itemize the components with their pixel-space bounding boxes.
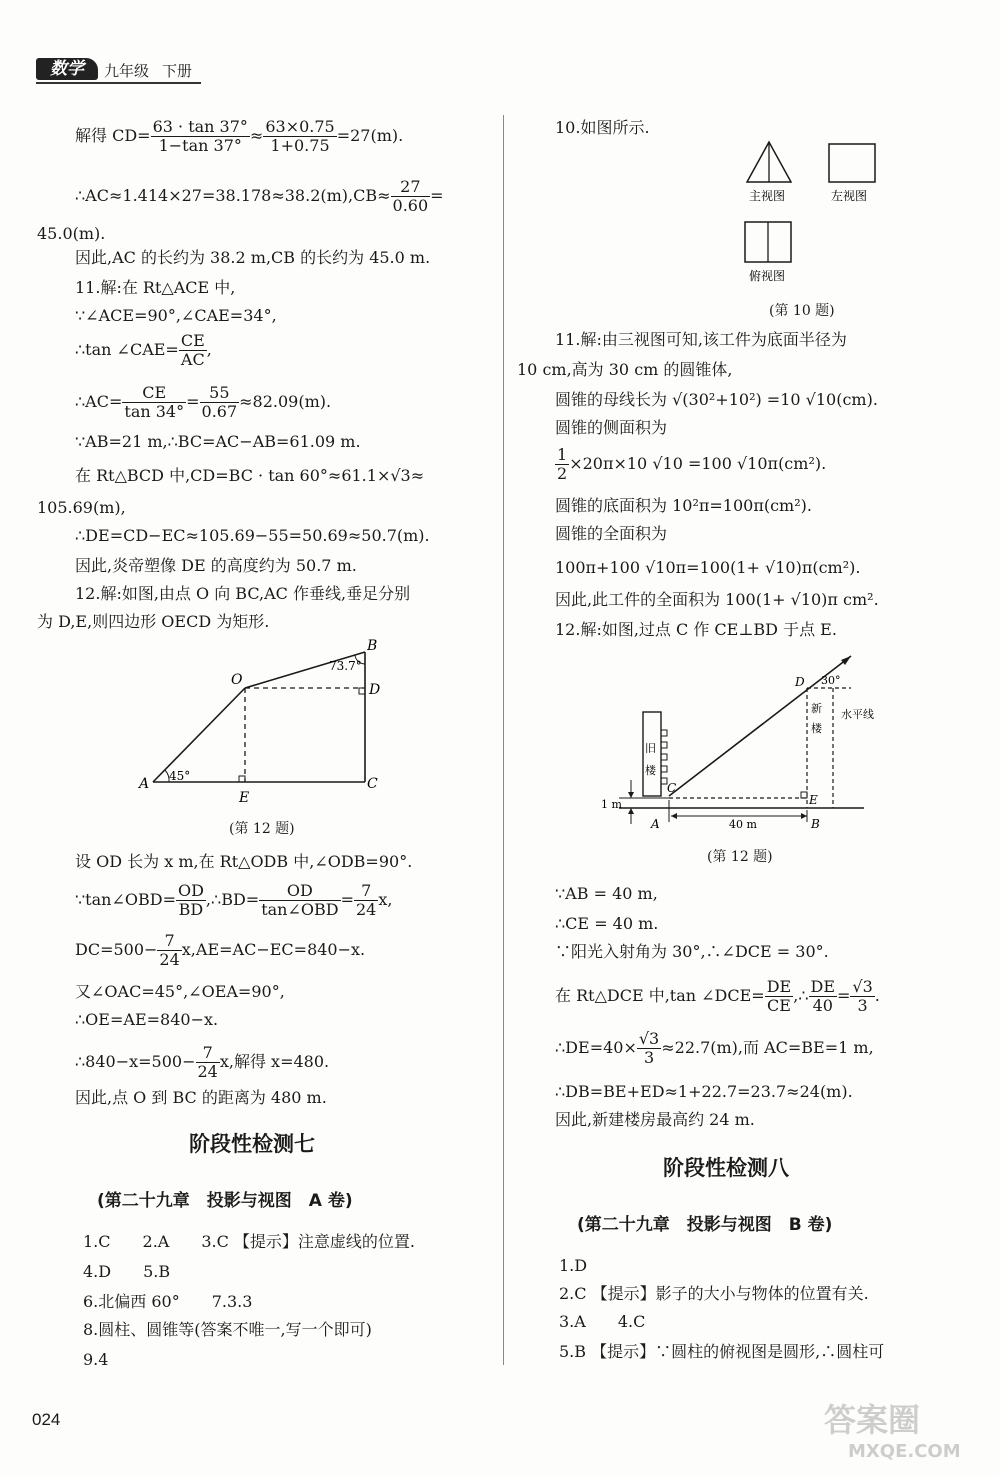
solution-line: 因此,炎帝塑像 DE 的高度约为 50.7 m. (75, 556, 357, 575)
right-angle-e (239, 776, 245, 782)
solution-line: ∴DE=CD−EC≈105.69−55=50.69≈50.7(m). (75, 526, 430, 545)
label-new-building: 新楼 (811, 702, 822, 735)
column-divider (503, 115, 504, 1365)
solution-line: 为 D,E,则四边形 OECD 为矩形. (37, 612, 270, 631)
solution-line: 11.解:在 Rt△ACE 中, (75, 278, 236, 297)
solution-line: ∴OE=AE=840−x. (75, 1010, 219, 1029)
label-a: A (651, 817, 660, 831)
section-subtitle-7: (第二十九章 投影与视图 A 卷) (97, 1191, 353, 1211)
answer-line: 3.A 4.C (559, 1312, 646, 1331)
solution-line: ∴tan ∠CAE= $\frac{CE}{AC}$ , (75, 331, 212, 369)
solution-line: 在 Rt△DCE 中,tan ∠DCE= $\frac{DE}{CE}$ ,∴ $\frac{DE}{40}$ = $\frac{√3}{3}$ . (555, 977, 880, 1015)
figure-caption: (第 12 题) (229, 821, 295, 837)
line-ao (153, 688, 245, 782)
figure-caption: (第 10 题) (769, 303, 835, 319)
solution-line: ∵∠ACE=90°,∠CAE=34°, (75, 306, 277, 325)
solution-line: 又∠OAC=45°,∠OEA=90°, (75, 982, 285, 1001)
section-title-8: 阶段性检测八 (663, 1156, 789, 1180)
answer-line: 1.C 2.A 3.C 【提示】注意虚线的位置. (83, 1232, 416, 1251)
answer-line: 6.北偏西 60° 7.3.3 (83, 1292, 253, 1311)
label-old-1: 旧 (645, 742, 656, 755)
solution-line: ∵tan∠OBD= $\frac{OD}{BD}$ ,∴BD= $\frac{OD}{\text{tan∠OBD}}$ = $\frac{7}{24}$ x, (75, 881, 393, 919)
subject-badge: 数学 (36, 58, 98, 80)
label-e: E (239, 790, 250, 806)
solution-line: 11.解:由三视图可知,该工件为底面半径为 (555, 330, 847, 349)
watermark-text: 答案圈 (824, 1401, 921, 1439)
label-e: E (809, 793, 818, 807)
solution-line: 设 OD 长为 x m,在 Rt△ODB 中,∠ODB=90°. (75, 852, 413, 871)
solution-line: ∴AC≈1.414×27=38.178≈38.2(m),CB≈ $\frac{27}{0.60}$ = (75, 177, 444, 215)
arrow-head (801, 813, 807, 819)
answer-line: 2.C 【提示】影子的大小与物体的位置有关. (559, 1284, 869, 1303)
solution-line: DC=500− $\frac{7}{24}$ x,AE=AC−EC=840−x. (75, 931, 366, 969)
solution-line: 圆锥的母线长为 √(30²+10²) =10 √10(cm). (555, 390, 878, 409)
label-angle-a: 45° (169, 769, 191, 783)
solution-line: 100π+100 √10π=100(1+ √10)π(cm²). (555, 558, 861, 577)
label-left-view: 左视图 (831, 189, 868, 203)
sun-ray-arrow (841, 656, 851, 665)
solution-line: 12.解:如图,过点 C 作 CE⊥BD 于点 E. (555, 620, 837, 639)
label-c: C (667, 781, 677, 795)
label-top-view: 俯视图 (749, 269, 786, 283)
solution-line: 105.69(m), (37, 498, 126, 517)
figure-caption: (第 12 题) (707, 849, 773, 865)
label-b: B (811, 817, 820, 831)
answer-line: 4.D 5.B (83, 1262, 171, 1281)
window (661, 766, 667, 772)
label-o: O (231, 672, 243, 688)
solution-line: ∴840−x=500− $\frac{7}{24}$ x,解得 x=480. (75, 1043, 330, 1081)
right-angle-d (359, 688, 365, 694)
label-horizon: 水平线 (841, 708, 874, 721)
solution-line: 12.解:如图,由点 O 向 BC,AC 作垂线,垂足分别 (75, 584, 411, 603)
solution-line: 10 cm,高为 30 cm 的圆锥体, (517, 360, 733, 379)
solution-line: 因此,新建楼房最高约 24 m. (555, 1110, 755, 1129)
label-angle-30: 30° (821, 674, 841, 687)
solution-line: 圆锥的侧面积为 (555, 418, 668, 437)
answer-line: 5.B 【提示】∵圆柱的俯视图是圆形,∴圆柱可 (559, 1342, 885, 1361)
answer-line: 8.圆柱、圆锥等(答案不唯一,写一个即可) (83, 1320, 372, 1339)
solution-line: ∴AC= $\frac{CE}{\tan 34^\circ}$ = $\frac{55}{0.67}$ ≈82.09(m). (75, 383, 332, 421)
right-angle-e (801, 792, 807, 798)
solution-line: ∵AB = 40 m, (555, 884, 658, 903)
answer-line: 1.D (559, 1256, 588, 1275)
solution-line: 因此,此工件的全面积为 100(1+ √10)π cm². (555, 590, 879, 609)
window (661, 754, 667, 760)
arrow-head (671, 813, 677, 819)
solution-line: 因此,点 O 到 BC 的距离为 480 m. (75, 1088, 327, 1107)
label-angle-b: 73.7° (329, 659, 362, 673)
solution-line: 圆锥的底面积为 10²π=100π(cm²). (555, 496, 812, 515)
solution-line: 45.0(m). (37, 224, 106, 243)
solution-line: ∴DB=BE+ED≈1+22.7=23.7≈24(m). (555, 1082, 853, 1101)
header-rule (36, 82, 201, 84)
page-number: 024 (32, 1410, 61, 1429)
figure-10-three-views (717, 138, 897, 318)
solution-line: 10.如图所示. (555, 118, 650, 137)
grade-label: 九年级 (104, 62, 150, 80)
watermark-url: MXQE.COM (848, 1441, 961, 1462)
label-c: C (367, 776, 378, 792)
answer-line: 9.4 (83, 1350, 109, 1369)
solution-line: ∴DE=40× $\frac{√3}{3}$ ≈22.7(m),而 AC=BE=1 m, (555, 1029, 874, 1067)
label-one-m: 1 m (601, 798, 622, 811)
solution-line: ∴CE = 40 m. (555, 914, 659, 933)
solution-line: 在 Rt△BCD 中,CD=BC · tan 60°≈61.1×√3≈ (75, 466, 425, 485)
label-a: A (139, 776, 150, 792)
solution-line: ∵AB=21 m,∴BC=AC−AB=61.09 m. (75, 432, 361, 451)
watermark (818, 1395, 978, 1465)
volume-label: 下册 (162, 62, 193, 80)
window (661, 742, 667, 748)
label-front-view: 主视图 (749, 189, 786, 203)
label-distance: 40 m (729, 818, 757, 831)
label-d: D (369, 682, 381, 698)
figure-12-left (133, 636, 393, 826)
arrow-head (628, 808, 634, 814)
page-header (36, 58, 196, 82)
label-old-2: 楼 (645, 764, 656, 777)
solution-line: 圆锥的全面积为 (555, 524, 668, 543)
window (661, 730, 667, 736)
section-title-7: 阶段性检测七 (189, 1132, 315, 1156)
arrow-head (628, 792, 634, 798)
label-d: D (795, 675, 805, 689)
section-subtitle-8: (第二十九章 投影与视图 B 卷) (577, 1215, 833, 1235)
solution-line: $\frac{1}{2}$ ×20π×10 √10 =100 √10π(cm²). (557, 445, 827, 483)
left-view-square (829, 144, 875, 182)
solution-line: 解得 CD= $\frac{63 \cdot \tan 37^\circ}{1-\tan 37^\circ}$ ≈ $\frac{63\times 0.75}{1+0.75}$ =27(m). (75, 117, 404, 155)
solution-line: 因此,AC 的长约为 38.2 m,CB 的长约为 45.0 m. (75, 248, 431, 267)
solution-line: ∵阳光入射角为 30°,∴∠DCE = 30°. (555, 942, 829, 961)
figure-12-right (589, 652, 874, 832)
label-b: B (367, 638, 378, 654)
